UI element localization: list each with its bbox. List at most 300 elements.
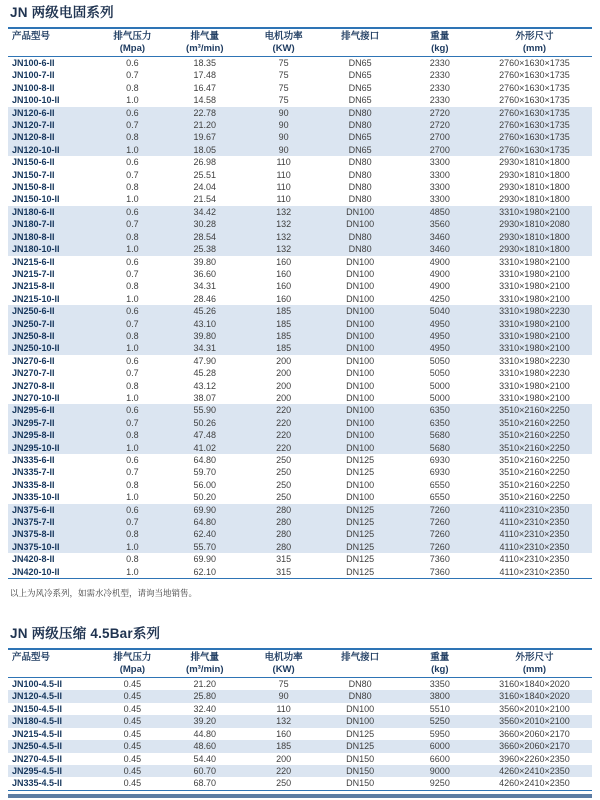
column-header-power <box>250 649 318 678</box>
weight-cell: 4950 <box>403 342 477 354</box>
power-cell: 315 <box>276 554 292 565</box>
flow-cell: 18.35 <box>193 58 217 68</box>
power-cell: 110 <box>276 169 291 180</box>
pressure-cell: 0.45 <box>105 765 160 777</box>
dims-cell: 3310×1980×2100 <box>477 342 592 354</box>
table-row <box>8 703 592 715</box>
flow-cell: 30.28 <box>160 218 250 230</box>
port-cell: DN100 <box>346 281 375 292</box>
power-cell: 185 <box>250 342 318 354</box>
column-header-pressure <box>105 28 160 57</box>
dims-cell: 4260×2410×2350 <box>477 765 592 777</box>
table-row <box>8 305 592 317</box>
weight-cell: 2330 <box>429 70 450 81</box>
dims-cell: 4110×2310×2350 <box>477 541 592 553</box>
port-cell: DN65 <box>348 58 372 68</box>
table-row <box>8 678 592 691</box>
table-row <box>8 466 592 478</box>
flow-cell: 34.42 <box>160 206 250 218</box>
model-cell: JN250-7-II <box>8 318 105 330</box>
power-cell: 90 <box>250 690 318 702</box>
model-cell: JN100-6-II <box>12 58 55 68</box>
flow-cell: 25.80 <box>160 690 250 702</box>
flow-cell: 69.90 <box>193 554 217 565</box>
table-row <box>8 404 592 416</box>
dims-cell: 4110×2310×2350 <box>499 566 570 577</box>
power-cell: 110 <box>276 157 291 168</box>
dims-cell: 3510×2160×2250 <box>499 479 570 490</box>
column-unit: (Mpa) <box>119 664 146 676</box>
power-cell: 132 <box>250 243 318 255</box>
table-row <box>8 107 592 119</box>
weight-cell: 5680 <box>403 429 477 441</box>
table-row <box>8 442 592 454</box>
model-cell: JN420-8-II <box>12 554 55 565</box>
model-cell: JN270-6-II <box>12 355 55 366</box>
pressure-cell: 0.6 <box>126 355 139 366</box>
port-cell: DN100 <box>317 417 402 429</box>
weight-cell: 2700 <box>403 144 477 156</box>
pressure-cell: 0.6 <box>126 256 139 267</box>
flow-cell: 48.60 <box>160 740 250 752</box>
table-row <box>8 256 592 268</box>
flow-cell: 24.04 <box>193 182 217 193</box>
table-row <box>8 131 592 143</box>
table-row <box>8 169 592 181</box>
table-row <box>8 715 592 727</box>
flow-cell: 25.51 <box>193 169 217 180</box>
weight-cell: 6000 <box>403 740 477 752</box>
port-cell: DN100 <box>346 355 375 366</box>
power-cell: 280 <box>250 516 318 528</box>
dims-cell: 3560×2010×2100 <box>477 715 592 727</box>
table-row <box>8 367 592 379</box>
power-cell: 200 <box>276 355 292 366</box>
table-row <box>8 516 592 528</box>
pressure-cell: 0.8 <box>126 380 139 391</box>
model-cell: JN180-7-II <box>8 218 105 230</box>
pressure-cell: 1.0 <box>126 492 139 503</box>
model-cell: JN250-10-II <box>8 342 105 354</box>
port-cell: DN100 <box>317 305 402 317</box>
column-header-port <box>317 649 402 678</box>
weight-cell: 5250 <box>403 715 477 727</box>
port-cell: DN100 <box>317 715 402 727</box>
power-cell: 132 <box>250 715 318 727</box>
pressure-cell: 0.7 <box>126 368 139 379</box>
column-label: 电机功率 <box>264 652 303 664</box>
port-cell: DN65 <box>348 95 372 106</box>
pressure-cell: 0.8 <box>126 479 139 490</box>
flow-cell: 25.38 <box>160 243 250 255</box>
bottom-divider-bar <box>8 794 592 798</box>
port-cell: DN65 <box>317 144 402 156</box>
weight-cell: 2720 <box>403 119 477 131</box>
port-cell: DN100 <box>317 342 402 354</box>
table2-body <box>8 678 592 791</box>
power-cell: 160 <box>276 728 292 739</box>
model-cell: JN120-10-II <box>8 144 105 156</box>
power-cell: 110 <box>276 182 291 193</box>
weight-cell: 4950 <box>403 318 477 330</box>
port-cell: DN125 <box>346 455 375 465</box>
flow-cell: 69.90 <box>160 504 250 516</box>
table-row <box>8 181 592 193</box>
power-cell: 160 <box>276 268 292 279</box>
weight-cell: 2700 <box>403 131 477 143</box>
pressure-cell: 1.0 <box>105 144 160 156</box>
table-row <box>8 293 592 305</box>
table-row <box>8 528 592 540</box>
dims-cell: 3310×1980×2100 <box>499 380 570 391</box>
column-unit: (m³/min) <box>186 664 224 676</box>
power-cell: 110 <box>276 194 291 205</box>
power-cell: 185 <box>250 305 318 317</box>
column-label: 排气接口 <box>341 652 380 664</box>
pressure-cell: 0.8 <box>126 182 139 193</box>
model-cell: JN270-10-II <box>12 392 60 403</box>
port-cell: DN100 <box>346 256 375 267</box>
weight-cell: 7360 <box>429 566 450 577</box>
dims-cell: 4110×2310×2350 <box>477 516 592 528</box>
weight-cell: 5510 <box>429 703 450 714</box>
model-cell: JN270-4.5-II <box>12 753 63 764</box>
flow-cell: 64.80 <box>160 516 250 528</box>
pressure-cell: 0.8 <box>126 281 139 292</box>
power-cell: 132 <box>250 206 318 218</box>
model-cell: JN150-4.5-II <box>12 703 63 714</box>
model-cell: JN295-8-II <box>8 429 105 441</box>
dims-cell: 3310×1980×2100 <box>477 318 592 330</box>
power-cell: 75 <box>278 95 289 106</box>
weight-cell: 3460 <box>403 231 477 243</box>
model-cell: JN100-4.5-II <box>12 679 63 690</box>
weight-cell: 7260 <box>403 541 477 553</box>
power-cell: 75 <box>278 70 289 81</box>
column-label: 排气量 <box>190 31 220 42</box>
pressure-cell: 1.0 <box>126 392 139 403</box>
dims-cell: 2760×1630×1735 <box>477 107 592 119</box>
port-cell: DN150 <box>317 765 402 777</box>
model-cell: JN295-10-II <box>8 442 105 454</box>
weight-cell: 3350 <box>429 679 450 690</box>
dims-cell: 3660×2060×2170 <box>499 728 570 739</box>
pressure-cell: 0.6 <box>105 206 160 218</box>
model-cell: JN270-8-II <box>12 380 55 391</box>
power-cell: 132 <box>250 218 318 230</box>
model-cell: JN150-8-II <box>12 182 55 193</box>
dims-cell: 3660×2060×2170 <box>477 740 592 752</box>
column-header-port <box>317 28 402 57</box>
dims-cell: 4110×2310×2350 <box>499 554 570 565</box>
power-cell: 160 <box>276 293 292 304</box>
dims-cell: 3310×1980×2100 <box>499 256 570 267</box>
dims-cell: 3510×2160×2250 <box>499 492 570 503</box>
port-cell: DN125 <box>346 467 375 478</box>
dims-cell: 2760×1630×1735 <box>499 82 570 93</box>
flow-cell: 26.98 <box>193 157 217 168</box>
table-row <box>8 504 592 516</box>
power-cell: 200 <box>276 753 292 764</box>
table-row <box>8 268 592 280</box>
pressure-cell: 0.6 <box>126 58 139 68</box>
model-cell: JN420-10-II <box>12 566 60 577</box>
port-cell: DN100 <box>317 218 402 230</box>
dims-cell: 3160×1840×2020 <box>477 690 592 702</box>
dims-cell: 2930×1810×1800 <box>499 182 570 193</box>
dims-cell: 3160×1840×2020 <box>499 679 570 690</box>
column-unit: (Mpa) <box>119 43 146 54</box>
column-label: 电机功率 <box>264 31 303 42</box>
power-cell: 200 <box>276 392 292 403</box>
power-cell: 220 <box>250 404 318 416</box>
table-row <box>8 566 592 579</box>
column-unit <box>317 43 402 55</box>
column-header-flow <box>160 28 250 57</box>
flow-cell: 60.70 <box>160 765 250 777</box>
pressure-cell: 0.8 <box>105 231 160 243</box>
table-row <box>8 342 592 354</box>
column-header-flow <box>160 649 250 678</box>
dims-cell: 2930×1810×2080 <box>477 218 592 230</box>
weight-cell: 6930 <box>429 467 450 478</box>
port-cell: DN125 <box>346 728 375 739</box>
weight-cell: 3300 <box>429 182 450 193</box>
model-cell: JN100-7-II <box>12 70 55 81</box>
power-cell: 200 <box>276 380 292 391</box>
model-cell: JN250-6-II <box>8 305 105 317</box>
column-header-dims <box>477 28 592 57</box>
flow-cell: 44.80 <box>193 728 217 739</box>
dims-cell: 3310×1980×2100 <box>499 392 570 403</box>
column-unit: (m³/min) <box>186 43 224 54</box>
pressure-cell: 0.45 <box>123 679 142 690</box>
power-cell: 90 <box>250 119 318 131</box>
column-header-pressure <box>105 649 160 678</box>
table-row <box>8 355 592 367</box>
power-cell: 90 <box>250 107 318 119</box>
table-row <box>8 94 592 106</box>
column-label: 排气压力 <box>113 31 152 42</box>
port-cell: DN100 <box>317 404 402 416</box>
weight-cell: 3460 <box>403 243 477 255</box>
port-cell: DN80 <box>348 194 372 205</box>
port-cell: DN80 <box>348 679 372 690</box>
table-row <box>8 193 592 205</box>
model-cell: JN120-4.5-II <box>8 690 105 702</box>
weight-cell: 3300 <box>429 169 450 180</box>
model-cell: JN215-10-II <box>12 293 60 304</box>
weight-cell: 3300 <box>429 194 450 205</box>
dims-cell: 3510×2160×2250 <box>499 467 570 478</box>
column-label: 重量 <box>430 652 450 664</box>
pressure-cell: 0.7 <box>105 218 160 230</box>
column-header-weight <box>403 28 477 57</box>
dims-cell: 3510×2160×2250 <box>477 429 592 441</box>
column-unit <box>12 43 105 55</box>
pressure-cell: 0.8 <box>126 554 139 565</box>
power-cell: 220 <box>250 417 318 429</box>
dims-cell: 3310×1980×2100 <box>499 268 570 279</box>
dims-cell: 3510×2160×2250 <box>477 417 592 429</box>
power-cell: 280 <box>250 528 318 540</box>
port-cell: DN65 <box>317 131 402 143</box>
weight-cell: 7260 <box>403 528 477 540</box>
power-cell: 250 <box>276 492 292 503</box>
dims-cell: 3310×1980×2230 <box>499 355 570 366</box>
port-cell: DN80 <box>348 157 372 168</box>
table1-body <box>8 57 592 579</box>
flow-cell: 18.05 <box>160 144 250 156</box>
flow-cell: 38.07 <box>193 392 217 403</box>
power-cell: 250 <box>276 778 292 789</box>
flow-cell: 41.02 <box>160 442 250 454</box>
model-cell: JN270-7-II <box>12 368 55 379</box>
flow-cell: 62.10 <box>193 566 217 577</box>
flow-cell: 19.67 <box>160 131 250 143</box>
column-label: 排气压力 <box>113 652 152 664</box>
table-row <box>8 454 592 466</box>
port-cell: DN100 <box>346 392 375 403</box>
model-cell: JN150-7-II <box>12 169 55 180</box>
spec-table-45bar <box>8 648 592 791</box>
pressure-cell: 0.45 <box>123 703 142 714</box>
table-row <box>8 753 592 765</box>
flow-cell: 28.46 <box>193 293 217 304</box>
table-row <box>8 330 592 342</box>
flow-cell: 59.70 <box>193 467 217 478</box>
table-row <box>8 541 592 553</box>
dims-cell: 2760×1630×1735 <box>499 58 570 68</box>
model-cell: JN375-7-II <box>8 516 105 528</box>
pressure-cell: 0.7 <box>105 318 160 330</box>
table-row <box>8 392 592 404</box>
table-row <box>8 144 592 156</box>
pressure-cell: 1.0 <box>105 243 160 255</box>
column-unit: (kg) <box>431 43 449 54</box>
dims-cell: 3310×1980×2100 <box>477 206 592 218</box>
dims-cell: 2760×1630×1735 <box>477 119 592 131</box>
table-row <box>8 417 592 429</box>
table-row <box>8 119 592 131</box>
pressure-cell: 0.7 <box>126 467 139 478</box>
port-cell: DN80 <box>317 107 402 119</box>
port-cell: DN100 <box>317 442 402 454</box>
column-label: 排气量 <box>190 652 220 664</box>
power-cell: 220 <box>250 429 318 441</box>
column-label: 产品型号 <box>12 31 51 42</box>
table-row <box>8 740 592 752</box>
model-cell: JN120-6-II <box>8 107 105 119</box>
dims-cell: 2760×1630×1735 <box>477 131 592 143</box>
power-cell: 185 <box>250 330 318 342</box>
model-cell: JN100-10-II <box>12 95 60 106</box>
dims-cell: 2760×1630×1735 <box>499 95 570 106</box>
pressure-cell: 0.45 <box>105 740 160 752</box>
dims-cell: 3510×2160×2250 <box>499 455 570 465</box>
table-row <box>8 156 592 168</box>
pressure-cell: 0.8 <box>105 429 160 441</box>
flow-cell: 39.20 <box>160 715 250 727</box>
flow-cell: 64.80 <box>193 455 217 465</box>
model-cell: JN100-8-II <box>12 82 55 93</box>
flow-cell: 45.26 <box>160 305 250 317</box>
weight-cell: 3560 <box>403 218 477 230</box>
flow-cell: 54.40 <box>193 753 217 764</box>
column-unit <box>317 664 402 676</box>
weight-cell: 7260 <box>403 516 477 528</box>
port-cell: DN80 <box>317 243 402 255</box>
flow-cell: 21.20 <box>160 119 250 131</box>
flow-cell: 55.70 <box>160 541 250 553</box>
flow-cell: 17.48 <box>193 70 217 81</box>
port-cell: DN100 <box>346 368 375 379</box>
dims-cell: 3310×1980×2100 <box>499 293 570 304</box>
port-cell: DN100 <box>346 703 375 714</box>
weight-cell: 5950 <box>429 728 450 739</box>
port-cell: DN80 <box>348 169 372 180</box>
weight-cell: 2330 <box>429 82 450 93</box>
pressure-cell: 1.0 <box>126 566 139 577</box>
table-row <box>8 218 592 230</box>
pressure-cell: 1.0 <box>105 442 160 454</box>
pressure-cell: 0.7 <box>105 516 160 528</box>
dims-cell: 3960×2260×2350 <box>499 753 570 764</box>
table-row <box>8 280 592 292</box>
column-header-model <box>8 649 105 678</box>
weight-cell: 6350 <box>403 417 477 429</box>
weight-cell: 4850 <box>403 206 477 218</box>
flow-cell: 14.58 <box>193 95 217 106</box>
weight-cell: 6350 <box>403 404 477 416</box>
port-cell: DN100 <box>317 429 402 441</box>
weight-cell: 6550 <box>429 479 450 490</box>
weight-cell: 5000 <box>429 392 450 403</box>
table-row <box>8 479 592 491</box>
dims-cell: 3310×1980×2230 <box>477 305 592 317</box>
column-label: 排气接口 <box>341 31 380 42</box>
port-cell: DN125 <box>317 504 402 516</box>
pressure-cell: 0.45 <box>123 753 142 764</box>
table1-title: JN 两级电固系列 <box>10 5 114 20</box>
model-cell: JN180-10-II <box>8 243 105 255</box>
table-row <box>8 553 592 565</box>
flow-cell: 34.31 <box>160 342 250 354</box>
flow-cell: 28.54 <box>160 231 250 243</box>
port-cell: DN100 <box>317 318 402 330</box>
table-row <box>8 57 592 70</box>
model-cell: JN150-6-II <box>12 157 55 168</box>
power-cell: 250 <box>276 455 292 465</box>
model-cell: JN180-6-II <box>8 206 105 218</box>
dims-cell: 4260×2410×2350 <box>499 778 570 789</box>
pressure-cell: 0.6 <box>105 504 160 516</box>
weight-cell: 9250 <box>429 778 450 789</box>
model-cell: JN250-8-II <box>8 330 105 342</box>
weight-cell: 6930 <box>429 455 450 465</box>
model-cell: JN150-10-II <box>12 194 60 205</box>
dims-cell: 2760×1630×1735 <box>499 70 570 81</box>
dims-cell: 2930×1810×1800 <box>477 231 592 243</box>
port-cell: DN65 <box>348 82 372 93</box>
pressure-cell: 0.7 <box>126 268 139 279</box>
spec-table-two-stage <box>8 27 592 579</box>
port-cell: DN125 <box>317 740 402 752</box>
weight-cell: 3800 <box>403 690 477 702</box>
port-cell: DN100 <box>346 492 375 503</box>
model-cell: JN120-7-II <box>8 119 105 131</box>
flow-cell: 50.20 <box>193 492 217 503</box>
